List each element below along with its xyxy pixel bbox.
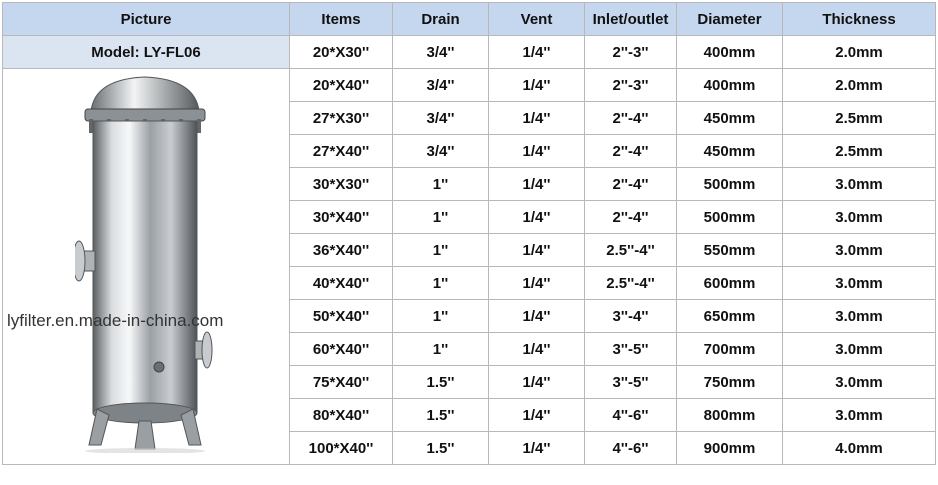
cell-diameter: 450mm	[677, 135, 783, 168]
spec-table-container	[2, 2, 935, 465]
cell-thickness: 4.0mm	[783, 432, 936, 465]
header-row	[3, 3, 936, 36]
cell-vent: 1/4''	[489, 201, 585, 234]
header-thickness: Thickness	[783, 3, 936, 36]
cell-drain: 1''	[393, 201, 489, 234]
cell-inlet-outlet: 2''-3''	[585, 69, 677, 102]
cell-inlet-outlet: 2''-4''	[585, 135, 677, 168]
cell-diameter: 750mm	[677, 366, 783, 399]
cell-vent: 1/4''	[489, 267, 585, 300]
cell-thickness: 3.0mm	[783, 267, 936, 300]
header-drain: Drain	[393, 3, 489, 36]
cell-drain: 1.5''	[393, 399, 489, 432]
cell-drain: 3/4''	[393, 69, 489, 102]
cell-thickness: 3.0mm	[783, 168, 936, 201]
header-diameter: Diameter	[677, 3, 783, 36]
cell-vent: 1/4''	[489, 168, 585, 201]
cell-diameter: 450mm	[677, 102, 783, 135]
cell-thickness: 2.5mm	[783, 102, 936, 135]
cell-thickness: 3.0mm	[783, 333, 936, 366]
cell-diameter: 700mm	[677, 333, 783, 366]
cell-thickness: 3.0mm	[783, 201, 936, 234]
cell-thickness: 2.0mm	[783, 36, 936, 69]
cell-items: 60*X40''	[290, 333, 393, 366]
header-picture: Picture	[3, 3, 290, 36]
cell-drain: 1''	[393, 267, 489, 300]
cell-drain: 1.5''	[393, 366, 489, 399]
cell-thickness: 2.5mm	[783, 135, 936, 168]
cell-vent: 1/4''	[489, 135, 585, 168]
cell-drain: 1''	[393, 333, 489, 366]
cell-drain: 1''	[393, 168, 489, 201]
header-items: Items	[290, 3, 393, 36]
filter-housing-image	[75, 73, 215, 453]
cell-vent: 1/4''	[489, 234, 585, 267]
cell-thickness: 3.0mm	[783, 399, 936, 432]
header-vent: Vent	[489, 3, 585, 36]
cell-items: 100*X40''	[290, 432, 393, 465]
cell-vent: 1/4''	[489, 333, 585, 366]
spec-table-body	[3, 36, 936, 465]
cell-vent: 1/4''	[489, 36, 585, 69]
cell-items: 20*X30''	[290, 36, 393, 69]
cell-diameter: 500mm	[677, 168, 783, 201]
cell-items: 27*X30''	[290, 102, 393, 135]
cell-diameter: 550mm	[677, 234, 783, 267]
cell-inlet-outlet: 4''-6''	[585, 399, 677, 432]
cell-vent: 1/4''	[489, 69, 585, 102]
cell-vent: 1/4''	[489, 399, 585, 432]
cell-diameter: 650mm	[677, 300, 783, 333]
cell-diameter: 800mm	[677, 399, 783, 432]
cell-diameter: 500mm	[677, 201, 783, 234]
cell-diameter: 400mm	[677, 36, 783, 69]
model-row	[3, 36, 936, 69]
cell-items: 27*X40''	[290, 135, 393, 168]
cell-inlet-outlet: 2''-4''	[585, 102, 677, 135]
cell-thickness: 2.0mm	[783, 69, 936, 102]
cell-items: 30*X40''	[290, 201, 393, 234]
cell-items: 30*X30''	[290, 168, 393, 201]
cell-drain: 3/4''	[393, 135, 489, 168]
cell-drain: 3/4''	[393, 36, 489, 69]
header-inlet-outlet: Inlet/outlet	[585, 3, 677, 36]
cell-inlet-outlet: 2''-4''	[585, 168, 677, 201]
cell-items: 36*X40''	[290, 234, 393, 267]
cell-inlet-outlet: 2.5''-4''	[585, 267, 677, 300]
cell-items: 75*X40''	[290, 366, 393, 399]
cell-drain: 1''	[393, 234, 489, 267]
cell-diameter: 900mm	[677, 432, 783, 465]
cell-vent: 1/4''	[489, 300, 585, 333]
cell-inlet-outlet: 2.5''-4''	[585, 234, 677, 267]
cell-items: 50*X40''	[290, 300, 393, 333]
cell-vent: 1/4''	[489, 432, 585, 465]
picture-cell	[3, 69, 290, 465]
cell-inlet-outlet: 3''-5''	[585, 366, 677, 399]
cell-thickness: 3.0mm	[783, 300, 936, 333]
cell-inlet-outlet: 3''-4''	[585, 300, 677, 333]
cell-vent: 1/4''	[489, 102, 585, 135]
cell-items: 80*X40''	[290, 399, 393, 432]
table-row	[3, 69, 936, 102]
cell-diameter: 400mm	[677, 69, 783, 102]
cell-drain: 3/4''	[393, 102, 489, 135]
cell-thickness: 3.0mm	[783, 366, 936, 399]
watermark-text: lyfilter.en.made-in-china.com	[7, 311, 224, 330]
spec-table	[2, 2, 936, 465]
cell-inlet-outlet: 2''-4''	[585, 201, 677, 234]
cell-inlet-outlet: 4''-6''	[585, 432, 677, 465]
cell-inlet-outlet: 2''-3''	[585, 36, 677, 69]
cell-items: 40*X40''	[290, 267, 393, 300]
cell-drain: 1''	[393, 300, 489, 333]
cell-thickness: 3.0mm	[783, 234, 936, 267]
cell-drain: 1.5''	[393, 432, 489, 465]
cell-vent: 1/4''	[489, 366, 585, 399]
cell-inlet-outlet: 3''-5''	[585, 333, 677, 366]
cell-diameter: 600mm	[677, 267, 783, 300]
cell-items: 20*X40''	[290, 69, 393, 102]
model-label: Model: LY-FL06	[3, 36, 290, 69]
